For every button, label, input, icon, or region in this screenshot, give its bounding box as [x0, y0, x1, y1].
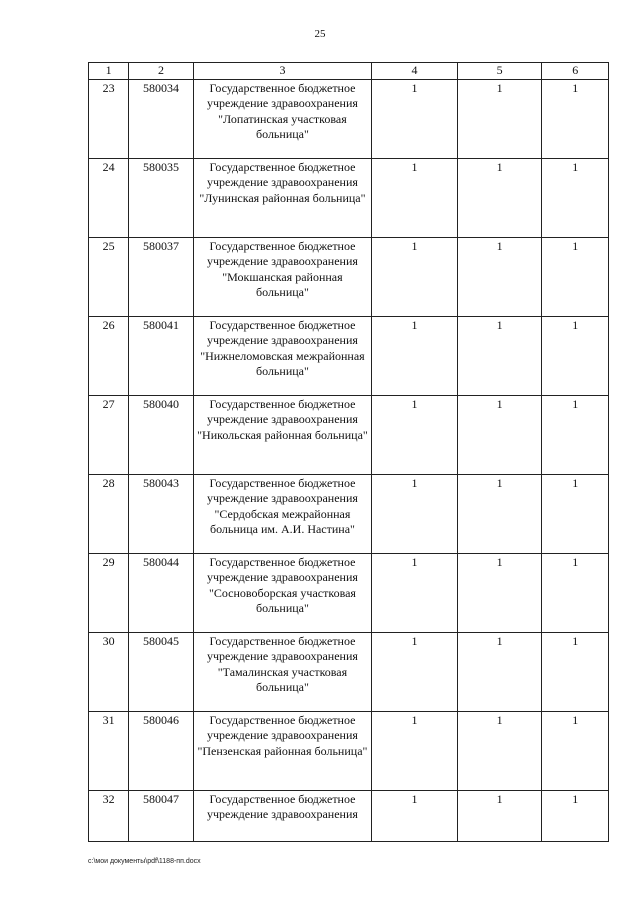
row-code: 580044	[129, 553, 193, 632]
row-code: 580047	[129, 790, 193, 841]
table-row	[89, 395, 609, 474]
row-institution-name: Государственное бюджетное учреждение здравоохранения "Нижнеломовская межрайонная больница"	[193, 316, 371, 395]
row-col5-value: 1	[457, 395, 542, 474]
row-col4-value: 1	[372, 316, 458, 395]
row-institution-name: Государственное бюджетное учреждение здравоохранения	[193, 790, 371, 841]
table-row	[89, 711, 609, 790]
row-number: 29	[89, 553, 129, 632]
row-code: 580034	[129, 79, 193, 158]
table-body	[89, 79, 609, 841]
header-cell-2: 2	[129, 63, 193, 80]
row-col5-value: 1	[457, 474, 542, 553]
row-number: 23	[89, 79, 129, 158]
row-col4-value: 1	[372, 79, 458, 158]
row-institution-name: Государственное бюджетное учреждение здравоохранения "Тамалинская участковая больница"	[193, 632, 371, 711]
header-cell-5: 5	[457, 63, 542, 80]
row-col4-value: 1	[372, 395, 458, 474]
header-cell-3: 3	[193, 63, 371, 80]
row-number: 24	[89, 158, 129, 237]
header-cell-6: 6	[542, 63, 609, 80]
header-cell-4: 4	[372, 63, 458, 80]
row-code: 580037	[129, 237, 193, 316]
row-col4-value: 1	[372, 553, 458, 632]
row-col6-value: 1	[542, 158, 609, 237]
row-col6-value: 1	[542, 395, 609, 474]
table-header	[89, 63, 609, 80]
row-col5-value: 1	[457, 553, 542, 632]
header-row	[89, 63, 609, 80]
row-number: 27	[89, 395, 129, 474]
row-code: 580046	[129, 711, 193, 790]
row-code: 580040	[129, 395, 193, 474]
row-col6-value: 1	[542, 474, 609, 553]
row-col5-value: 1	[457, 237, 542, 316]
row-col6-value: 1	[542, 711, 609, 790]
row-col6-value: 1	[542, 316, 609, 395]
row-col5-value: 1	[457, 79, 542, 158]
row-col5-value: 1	[457, 711, 542, 790]
row-col5-value: 1	[457, 632, 542, 711]
row-col6-value: 1	[542, 79, 609, 158]
row-number: 25	[89, 237, 129, 316]
footer-file-path: c:\мои документы\pdf\1188-пп.docx	[88, 858, 201, 865]
header-cell-1: 1	[89, 63, 129, 80]
row-col5-value: 1	[457, 790, 542, 841]
page-number: 25	[314, 28, 326, 40]
table-row	[89, 79, 609, 158]
row-col6-value: 1	[542, 553, 609, 632]
table-row	[89, 790, 609, 841]
row-number: 30	[89, 632, 129, 711]
row-col6-value: 1	[542, 632, 609, 711]
row-institution-name: Государственное бюджетное учреждение здравоохранения "Лопатинская участковая больница"	[193, 79, 371, 158]
table-row	[89, 632, 609, 711]
registry-table	[88, 62, 609, 842]
table-row	[89, 237, 609, 316]
row-code: 580043	[129, 474, 193, 553]
row-col4-value: 1	[372, 790, 458, 841]
row-col6-value: 1	[542, 237, 609, 316]
row-col5-value: 1	[457, 316, 542, 395]
row-col4-value: 1	[372, 474, 458, 553]
row-institution-name: Государственное бюджетное учреждение здравоохранения "Сосновоборская участковая больница"	[193, 553, 371, 632]
row-number: 31	[89, 711, 129, 790]
row-col4-value: 1	[372, 237, 458, 316]
table-row	[89, 553, 609, 632]
row-code: 580035	[129, 158, 193, 237]
row-code: 580045	[129, 632, 193, 711]
row-institution-name: Государственное бюджетное учреждение здравоохранения "Никольская районная больница"	[193, 395, 371, 474]
row-col4-value: 1	[372, 711, 458, 790]
row-institution-name: Государственное бюджетное учреждение здравоохранения "Мокшанская районная больница"	[193, 237, 371, 316]
row-institution-name: Государственное бюджетное учреждение здравоохранения "Пензенская районная больница"	[193, 711, 371, 790]
row-col5-value: 1	[457, 158, 542, 237]
row-institution-name: Государственное бюджетное учреждение здравоохранения "Лунинская районная больница"	[193, 158, 371, 237]
table-row	[89, 316, 609, 395]
row-code: 580041	[129, 316, 193, 395]
row-col6-value: 1	[542, 790, 609, 841]
table-row	[89, 474, 609, 553]
row-number: 28	[89, 474, 129, 553]
row-col4-value: 1	[372, 158, 458, 237]
row-col4-value: 1	[372, 632, 458, 711]
table-row	[89, 158, 609, 237]
row-institution-name: Государственное бюджетное учреждение здравоохранения "Сердобская межрайонная больница им. А.И. Настина"	[193, 474, 371, 553]
row-number: 26	[89, 316, 129, 395]
row-number: 32	[89, 790, 129, 841]
